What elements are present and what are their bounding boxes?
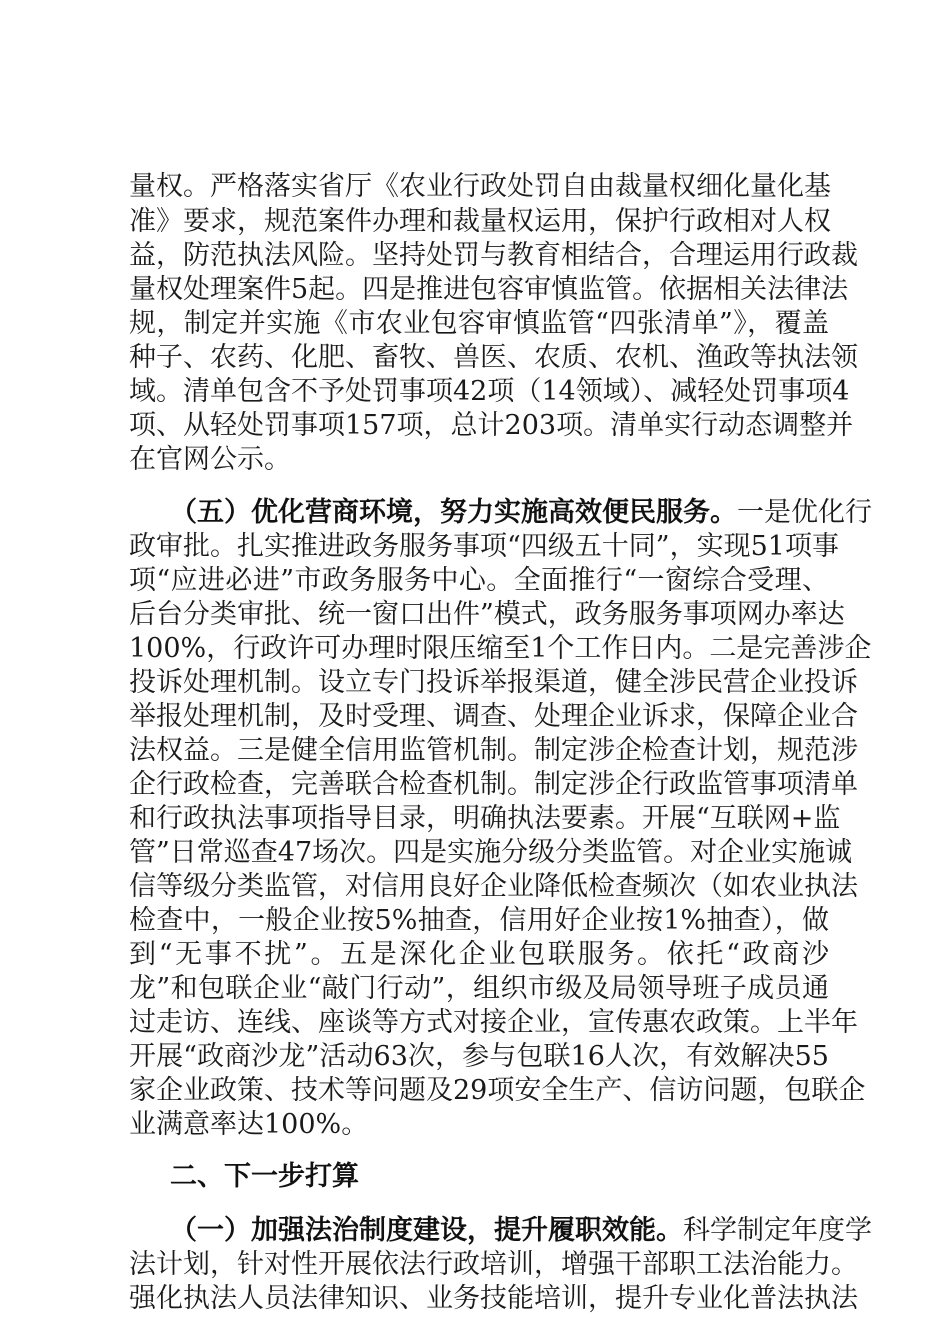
paragraph-2-line: 信等级分类监管，对信用良好企业降低检查频次（如农业执法	[129, 871, 858, 902]
paragraph-2-line: 龙”和包联企业“敲门行动”，组织市级及局领导班子成员通	[129, 973, 829, 1004]
paragraph-2-line: 开展“政商沙龙”活动63次，参与包联16人次，有效解决55	[129, 1041, 829, 1072]
paragraph-3-line: 强化执法人员法律知识、业务技能培训，提升专业化普法执法	[129, 1283, 858, 1314]
paragraph-1-line: 在官网公示。	[129, 444, 291, 475]
paragraph-2-line: 投诉处理机制。设立专门投诉举报渠道，健全涉民营企业投诉	[129, 667, 858, 698]
paragraph-2-line: 家企业政策、技术等问题及29项安全生产、信访问题，包联企	[129, 1075, 866, 1106]
paragraph-1-line: 规，制定并实施《市农业包容审慎监管“四张清单”》，覆盖	[129, 308, 829, 339]
section-heading: 二、下一步打算	[170, 1161, 359, 1192]
paragraph-2-line: 业满意率达100%。	[129, 1109, 369, 1140]
paragraph-2-line: 政审批。扎实推进政务服务事项“四级五十同”，实现51项事	[129, 531, 839, 562]
paragraph-1-line: 种子、农药、化肥、畜牧、兽医、农质、农机、渔政等执法领	[129, 342, 858, 373]
paragraph-2-line: 法权益。三是健全信用监管机制。制定涉企检查计划，规范涉	[129, 735, 858, 766]
paragraph-2-line: 100%，行政许可办理时限压缩至1个工作日内。二是完善涉企	[129, 633, 872, 664]
paragraph-2-bold-lead: （五）优化营商环境，努力实施高效便民服务。	[170, 497, 737, 528]
paragraph-2-line: 和行政执法事项指导目录，明确执法要素。开展“互联网+监	[129, 803, 841, 834]
paragraph-1-line: 域。清单包含不予处罚事项42项（14领域）、减轻处罚事项4	[129, 376, 850, 407]
paragraph-2-line: 项“应进必进”市政务服务中心。全面推行“一窗综合受理、	[129, 565, 829, 596]
paragraph-2-line: 管”日常巡查47场次。四是实施分级分类监管。对企业实施诚	[129, 837, 853, 868]
paragraph-2-line: 后台分类审批、统一窗口出件”模式，政务服务事项网办率达	[129, 599, 845, 630]
paragraph-2-line: 到“无事不扰”。五是深化企业包联服务。依托“政商沙	[129, 939, 829, 970]
paragraph-2-line: 企行政检查，完善联合检查机制。制定涉企行政监管事项清单	[129, 769, 858, 800]
paragraph-3-bold-lead: （一）加强法治制度建设，提升履职效能。	[170, 1215, 683, 1246]
paragraph-1-line: 量权。严格落实省厅《农业行政处罚自由裁量权细化量化基	[129, 171, 831, 202]
paragraph-2-line: 检查中，一般企业按5%抽查，信用好企业按1%抽查），做	[129, 905, 829, 936]
paragraph-1-line: 准》要求，规范案件办理和裁量权运用，保护行政相对人权	[129, 206, 831, 237]
paragraph-1-line: 量权处理案件5起。四是推进包容审慎监管。依据相关法律法	[129, 274, 849, 305]
paragraph-1-line: 项、从轻处罚事项157项，总计203项。清单实行动态调整并	[129, 410, 854, 441]
paragraph-2-line: 举报处理机制，及时受理、调查、处理企业诉求，保障企业合	[129, 701, 858, 732]
paragraph-3-line: 法计划，针对性开展依法行政培训，增强干部职工法治能力。	[129, 1249, 858, 1280]
paragraph-3-first-line-rest: 科学制定年度学	[683, 1215, 872, 1246]
paragraph-1-line: 益，防范执法风险。坚持处罚与教育相结合，合理运用行政裁	[129, 240, 858, 271]
paragraph-2-line: 过走访、连线、座谈等方式对接企业，宣传惠农政策。上半年	[129, 1007, 858, 1038]
paragraph-2-first-line-rest: 一是优化行	[737, 497, 872, 528]
